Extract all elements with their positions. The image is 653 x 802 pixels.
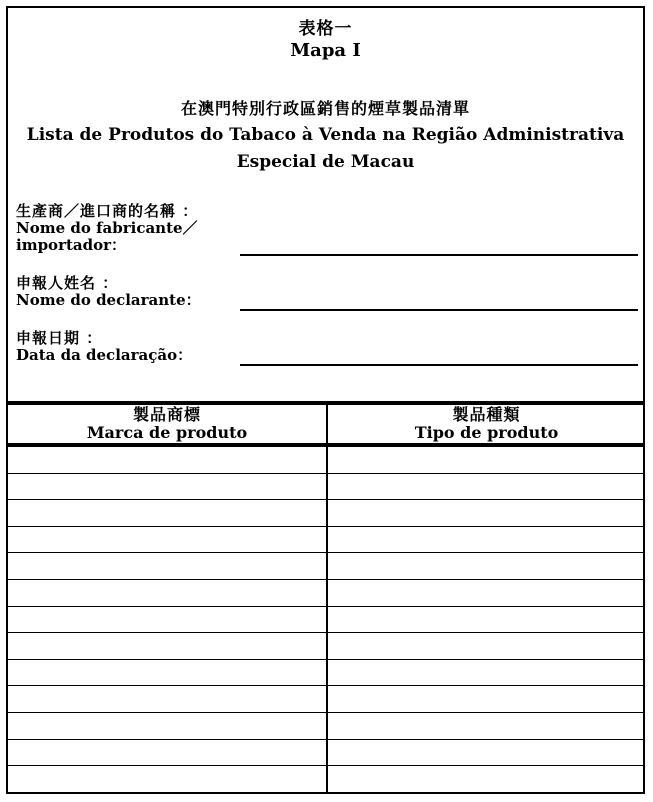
table-row [8,579,645,606]
brand-cell[interactable] [8,606,327,633]
table-row [8,606,645,633]
type-cell[interactable] [327,739,645,766]
type-cell[interactable] [327,633,645,660]
brand-cell[interactable] [8,659,327,686]
table-row [8,553,645,580]
form-subtitle-pt: Lista de Produtos do Tabaco à Venda na Região Administrativa Especial de Macau [26,125,625,172]
type-cell[interactable] [327,553,645,580]
declarant-input-line[interactable] [240,309,638,311]
table-row [8,659,645,686]
type-cell[interactable] [327,659,645,686]
table-body [8,445,645,792]
brand-cell[interactable] [8,579,327,606]
manufacturer-label-pt-1: Nome do fabricante／ [16,219,198,237]
table-row [8,712,645,739]
table-row [8,633,645,660]
manufacturer-label-pt-2: importador： [16,236,127,254]
type-cell[interactable] [327,766,645,792]
product-table [8,405,645,792]
brand-cell[interactable] [8,739,327,766]
type-cell[interactable] [327,606,645,633]
brand-cell[interactable] [8,445,327,473]
table-row [8,473,645,500]
type-cell[interactable] [327,579,645,606]
table-row [8,739,645,766]
table-row [8,686,645,713]
brand-cell[interactable] [8,526,327,553]
brand-cell[interactable] [8,553,327,580]
manufacturer-label [16,203,198,254]
type-cell[interactable] [327,526,645,553]
type-cell[interactable] [327,500,645,527]
date-input-line[interactable] [240,364,638,366]
column-header-type-zh: 製品種類 [452,405,521,424]
declarant-label-zh: 申報人姓名 ： [16,274,119,292]
table-header-row [8,405,645,445]
column-header-type-pt: Tipo de produto [414,423,559,442]
date-label-zh: 申報日期 ： [16,329,103,347]
declaration-form [6,6,645,794]
manufacturer-label-zh: 生產商／進口商的名稱 ： [16,202,199,220]
form-header [8,8,643,403]
column-header-brand-zh: 製品商標 [132,405,201,424]
type-cell[interactable] [327,473,645,500]
brand-cell[interactable] [8,686,327,713]
brand-cell[interactable] [8,473,327,500]
column-header-brand [8,405,327,445]
brand-cell[interactable] [8,766,327,792]
declarant-label-pt: Nome do declarante： [16,291,201,309]
date-label [16,330,192,364]
brand-cell[interactable] [8,712,327,739]
brand-cell[interactable] [8,633,327,660]
type-cell[interactable] [327,445,645,473]
manufacturer-input-line[interactable] [240,254,638,256]
product-table-wrap [8,401,643,792]
column-header-brand-pt: Marca de produto [86,423,248,442]
form-title-pt: Mapa I [290,40,361,61]
form-title-zh: 表格一 [298,19,353,39]
date-label-pt: Data da declaração： [16,346,193,364]
type-cell[interactable] [327,686,645,713]
table-row [8,445,645,473]
brand-cell[interactable] [8,500,327,527]
table-row [8,500,645,527]
declarant-label [16,275,201,309]
form-subtitle-zh: 在澳門特別行政區銷售的煙草製品清單 [180,99,470,118]
column-header-type [327,405,645,445]
table-row [8,766,645,792]
type-cell[interactable] [327,712,645,739]
table-row [8,526,645,553]
